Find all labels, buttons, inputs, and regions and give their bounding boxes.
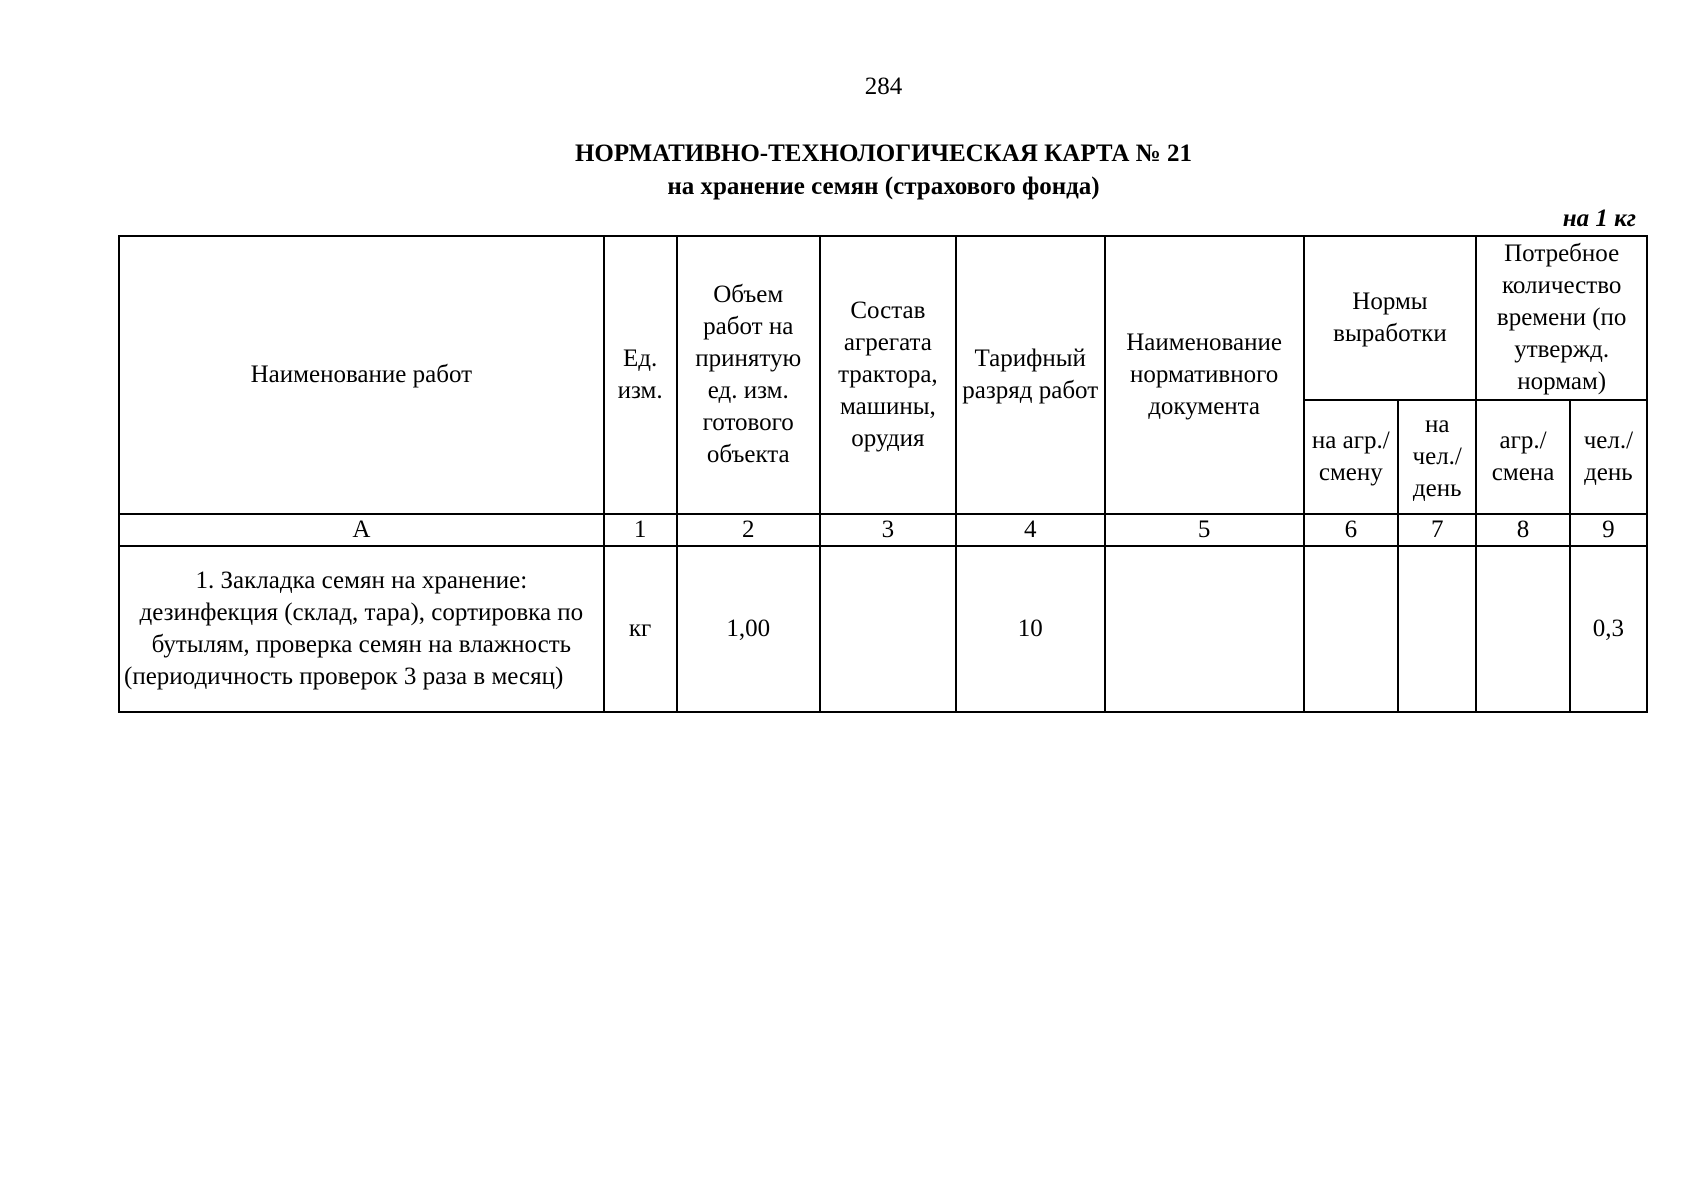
column-number: 7 — [1398, 514, 1476, 546]
cell-tariff: 10 — [956, 546, 1105, 712]
header-norms-chel: на чел./ день — [1398, 400, 1476, 514]
column-number: 5 — [1105, 514, 1304, 546]
column-number: 6 — [1304, 514, 1399, 546]
header-norms: Нормы выработки — [1304, 236, 1477, 400]
cell-time-chel: 0,3 — [1570, 546, 1647, 712]
cell-time-agr — [1476, 546, 1569, 712]
header-document: Наименование нормативного документа — [1105, 236, 1304, 514]
column-number: 2 — [677, 514, 820, 546]
document-subtitle: на хранение семян (страхового фонда) — [667, 173, 1100, 200]
cell-document — [1105, 546, 1304, 712]
cell-norms-agr — [1304, 546, 1399, 712]
header-work-name: Наименование работ — [119, 236, 604, 514]
column-number: 9 — [1570, 514, 1647, 546]
column-number: 4 — [956, 514, 1105, 546]
column-number: 8 — [1476, 514, 1569, 546]
cell-work-name: 1. Закладка семян на хранение: дезинфекция (склад, тара), сортировка по бутылям, проверка семян на влажность (периодичность проверок 3 раза в месяц) — [119, 546, 604, 712]
page-number: 284 — [864, 73, 903, 100]
header-time-agr: агр./ смена — [1476, 400, 1569, 514]
header-tariff: Тарифный разряд работ — [956, 236, 1105, 514]
header-volume: Объем работ на принятую ед. изм. готового объекта — [677, 236, 820, 514]
header-time: Потребное количество времени (по утвержд. нормам) — [1476, 236, 1647, 400]
header-composition: Состав агрегата трактора, машины, орудия — [820, 236, 956, 514]
norms-table — [118, 235, 1648, 713]
column-number: 1 — [604, 514, 677, 546]
cell-volume: 1,00 — [677, 546, 820, 712]
header-norms-agr: на агр./ смену — [1304, 400, 1399, 514]
column-number-row — [119, 514, 1647, 546]
cell-composition — [820, 546, 956, 712]
cell-norms-chel — [1398, 546, 1476, 712]
document-title: НОРМАТИВНО-ТЕХНОЛОГИЧЕСКАЯ КАРТА № 21 — [574, 140, 1193, 167]
header-time-chel: чел./ день — [1570, 400, 1647, 514]
unit-note: на 1 кг — [1562, 205, 1636, 232]
table-row — [119, 546, 1647, 712]
column-number: 3 — [820, 514, 956, 546]
header-unit: Ед. изм. — [604, 236, 677, 514]
column-number: А — [119, 514, 604, 546]
cell-unit: кг — [604, 546, 677, 712]
